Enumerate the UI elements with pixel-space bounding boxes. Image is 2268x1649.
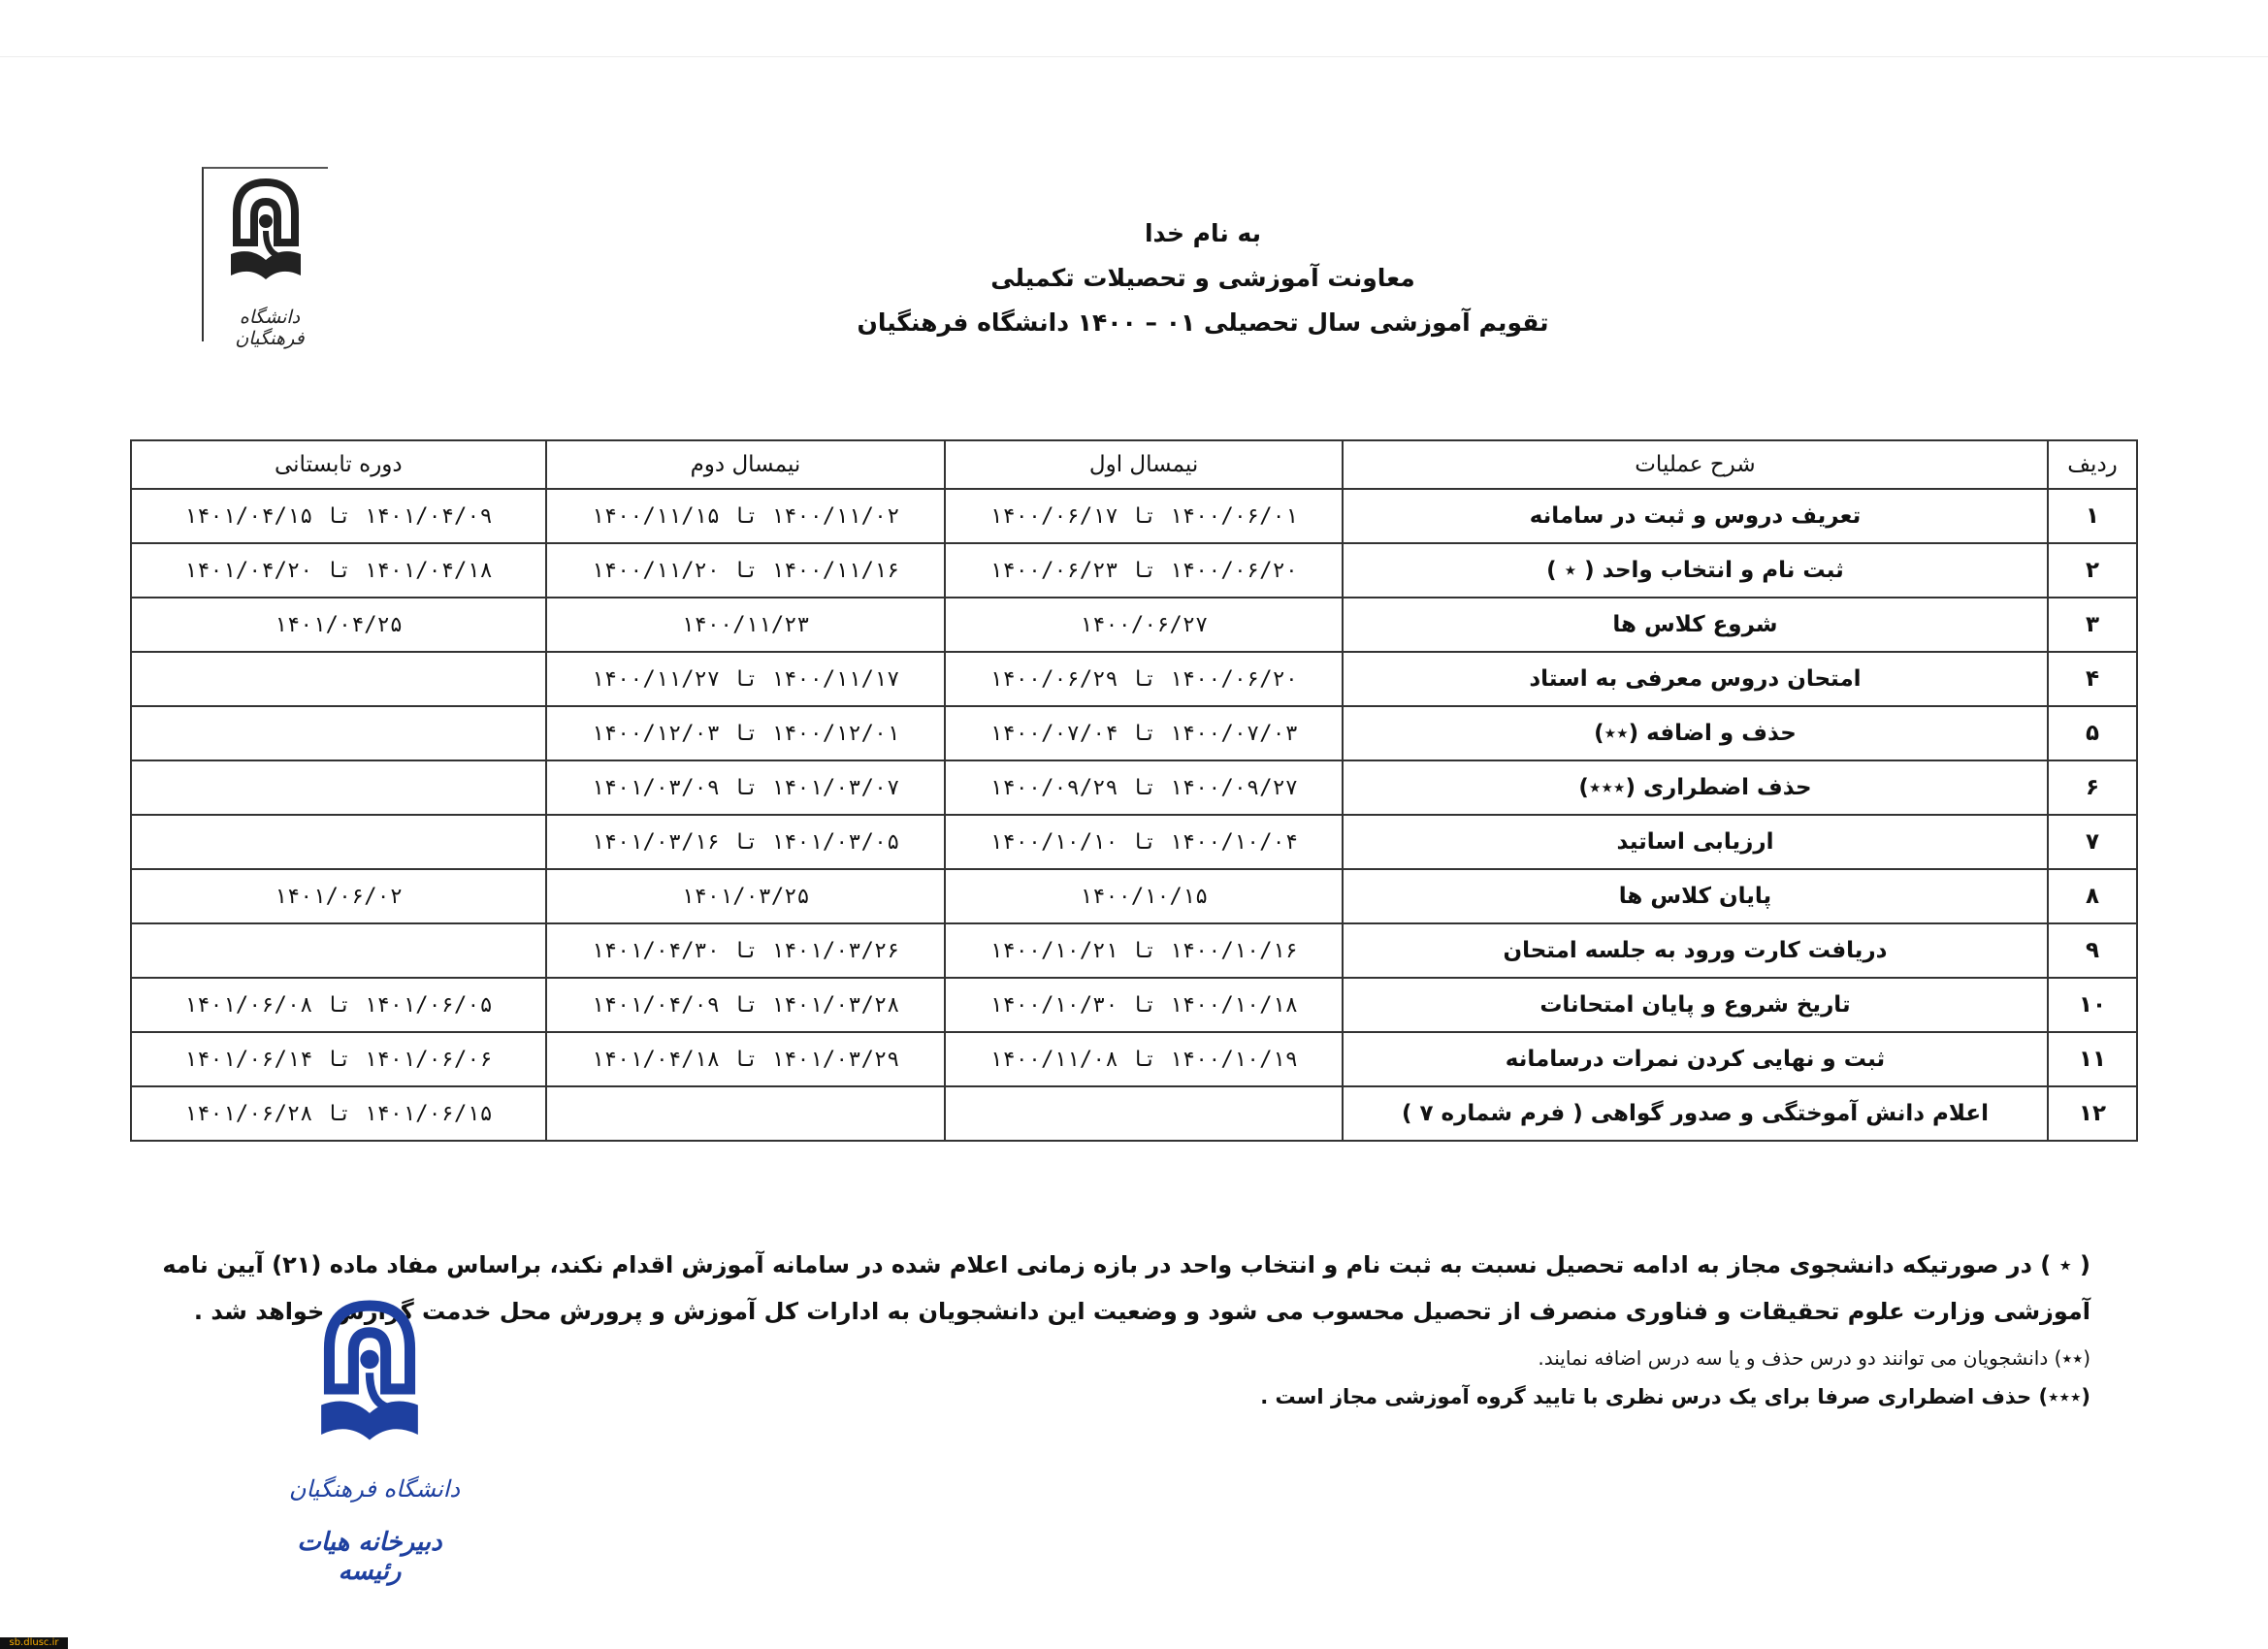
row-number: ۱۰ [2048, 978, 2137, 1032]
header-first-term: نیمسال اول [945, 440, 1343, 489]
summer-term-date: ۱۴۰۱/۰۶/۰۵ تا ۱۴۰۱/۰۶/۰۸ [131, 978, 546, 1032]
first-term-date: ۱۴۰۰/۰۶/۲۷ [945, 598, 1343, 652]
first-term-date: ۱۴۰۰/۰۶/۰۱ تا ۱۴۰۰/۰۶/۱۷ [945, 489, 1343, 543]
header-summer-term: دوره تابستانی [131, 440, 546, 489]
summer-term-date [131, 815, 546, 869]
row-description: شروع کلاس ها [1343, 598, 2048, 652]
first-term-date: ۱۴۰۰/۰۶/۲۰ تا ۱۴۰۰/۰۶/۲۹ [945, 652, 1343, 706]
first-term-date: ۱۴۰۰/۰۹/۲۷ تا ۱۴۰۰/۰۹/۲۹ [945, 760, 1343, 815]
table-header-row [131, 440, 2137, 489]
page-top-rule [0, 56, 2268, 57]
row-number: ۵ [2048, 706, 2137, 760]
table-row [131, 1086, 2137, 1141]
table-row [131, 760, 2137, 815]
first-term-date: ۱۴۰۰/۰۷/۰۳ تا ۱۴۰۰/۰۷/۰۴ [945, 706, 1343, 760]
row-description: ثبت نام و انتخاب واحد ( ٭ ) [1343, 543, 2048, 598]
footnote-add-drop: (٭٭) دانشجویان می توانند دو درس حذف و یا سه درس اضافه نمایند. [1538, 1346, 2090, 1370]
row-description: حذف و اضافه (٭٭) [1343, 706, 2048, 760]
row-description: تعریف دروس و ثبت در سامانه [1343, 489, 2048, 543]
second-term-date: ۱۴۰۰/۱۱/۱۷ تا ۱۴۰۰/۱۱/۲۷ [546, 652, 946, 706]
row-number: ۸ [2048, 869, 2137, 923]
header-description: شرح عملیات [1343, 440, 2048, 489]
summer-term-date: ۱۴۰۱/۰۴/۲۵ [131, 598, 546, 652]
stamp-university-name: دانشگاه فرهنگیان [288, 1475, 461, 1503]
table-row [131, 978, 2137, 1032]
second-term-date: ۱۴۰۱/۰۳/۰۷ تا ۱۴۰۱/۰۳/۰۹ [546, 760, 946, 815]
row-number: ۶ [2048, 760, 2137, 815]
table-row [131, 923, 2137, 978]
row-number: ۳ [2048, 598, 2137, 652]
second-term-date: ۱۴۰۱/۰۳/۲۹ تا ۱۴۰۱/۰۴/۱۸ [546, 1032, 946, 1086]
second-term-date: ۱۴۰۱/۰۳/۲۶ تا ۱۴۰۱/۰۴/۳۰ [546, 923, 946, 978]
first-term-date: ۱۴۰۰/۱۰/۱۹ تا ۱۴۰۰/۱۱/۰۸ [945, 1032, 1343, 1086]
second-term-date [546, 1086, 946, 1141]
summer-term-date: ۱۴۰۱/۰۴/۰۹ تا ۱۴۰۱/۰۴/۱۵ [131, 489, 546, 543]
stamp-emblem-icon [297, 1295, 442, 1470]
second-term-date: ۱۴۰۱/۰۳/۲۵ [546, 869, 946, 923]
summer-term-date [131, 652, 546, 706]
first-term-date [945, 1086, 1343, 1141]
row-description: ارزیابی اساتید [1343, 815, 2048, 869]
row-description: امتحان دروس معرفی به استاد [1343, 652, 2048, 706]
summer-term-date: ۱۴۰۱/۰۴/۱۸ تا ۱۴۰۱/۰۴/۲۰ [131, 543, 546, 598]
row-description: دریافت کارت ورود به جلسه امتحان [1343, 923, 2048, 978]
row-number: ۱ [2048, 489, 2137, 543]
site-watermark: sb.dlusc.ir [0, 1637, 68, 1649]
header-title: تقویم آموزشی سال تحصیلی ۰۱ – ۱۴۰۰ دانشگاه فرهنگیان [857, 308, 1549, 337]
row-description: اعلام دانش آموختگی و صدور گواهی ( فرم شماره ۷ ) [1343, 1086, 2048, 1141]
second-term-date: ۱۴۰۰/۱۱/۱۶ تا ۱۴۰۰/۱۱/۲۰ [546, 543, 946, 598]
header-bismillah: به نام خدا [1144, 219, 1262, 247]
summer-term-date: ۱۴۰۱/۰۶/۱۵ تا ۱۴۰۱/۰۶/۲۸ [131, 1086, 546, 1141]
table-row [131, 1032, 2137, 1086]
university-logo-text: دانشگاه فرهنگیان [235, 307, 305, 349]
row-number: ۹ [2048, 923, 2137, 978]
first-term-date: ۱۴۰۰/۱۰/۱۵ [945, 869, 1343, 923]
second-term-date: ۱۴۰۰/۱۱/۰۲ تا ۱۴۰۰/۱۱/۱۵ [546, 489, 946, 543]
document-header [679, 211, 1727, 345]
row-number: ۱۲ [2048, 1086, 2137, 1141]
second-term-date: ۱۴۰۱/۰۳/۰۵ تا ۱۴۰۱/۰۳/۱۶ [546, 815, 946, 869]
row-description: تاریخ شروع و پایان امتحانات [1343, 978, 2048, 1032]
summer-term-date: ۱۴۰۱/۰۶/۰۶ تا ۱۴۰۱/۰۶/۱۴ [131, 1032, 546, 1086]
row-description: ثبت و نهایی کردن نمرات درسامانه [1343, 1032, 2048, 1086]
first-term-date: ۱۴۰۰/۱۰/۱۶ تا ۱۴۰۰/۱۰/۲۱ [945, 923, 1343, 978]
first-term-date: ۱۴۰۰/۱۰/۱۸ تا ۱۴۰۰/۱۰/۳۰ [945, 978, 1343, 1032]
row-number: ۷ [2048, 815, 2137, 869]
university-logo [202, 167, 328, 349]
table-row [131, 706, 2137, 760]
summer-term-date [131, 923, 546, 978]
summer-term-date [131, 760, 546, 815]
first-term-date: ۱۴۰۰/۰۶/۲۰ تا ۱۴۰۰/۰۶/۲۳ [945, 543, 1343, 598]
footnote-registration: ( ٭ ) در صورتیکه دانشجوی مجاز به ادامه تحصیل نسبت به ثبت نام و انتخاب واحد در بازه زمانی اعلام شده در سامانه آموزش اقدام نکند، براساس مفاد ماده (۲۱) آیین نامه آموزشی وزارت علوم تحقیقات و فناوری منصرف از تحصیل محسوب می شود و وضعیت این دانشجویان به ادارات کل آموزش و پرورش محل خدمت گزارش خواهد شد . [162, 1251, 2090, 1325]
second-term-date: ۱۴۰۰/۱۱/۲۳ [546, 598, 946, 652]
row-number: ۱۱ [2048, 1032, 2137, 1086]
stamp-secretariat: دبیرخانه هیات رئیسه [297, 1528, 442, 1586]
official-stamp [268, 1295, 481, 1586]
footnote-emergency-drop: (٭٭٭) حذف اضطراری صرفا برای یک درس نظری با تایید گروه آموزشی مجاز است . [1260, 1385, 2090, 1408]
table-row [131, 489, 2137, 543]
second-term-date: ۱۴۰۱/۰۳/۲۸ تا ۱۴۰۱/۰۴/۰۹ [546, 978, 946, 1032]
header-department: معاونت آموزشی و تحصیلات تکمیلی [990, 264, 1415, 292]
summer-term-date [131, 706, 546, 760]
table-row [131, 543, 2137, 598]
book-emblem-icon [217, 175, 314, 301]
header-row-number: ردیف [2048, 440, 2137, 489]
header-second-term: نیمسال دوم [546, 440, 946, 489]
table-row [131, 869, 2137, 923]
row-number: ۴ [2048, 652, 2137, 706]
row-description: حذف اضطراری (٭٭٭) [1343, 760, 2048, 815]
table-row [131, 652, 2137, 706]
second-term-date: ۱۴۰۰/۱۲/۰۱ تا ۱۴۰۰/۱۲/۰۳ [546, 706, 946, 760]
row-description: پایان کلاس ها [1343, 869, 2048, 923]
table-row [131, 598, 2137, 652]
academic-calendar-table [130, 439, 2138, 1142]
first-term-date: ۱۴۰۰/۱۰/۰۴ تا ۱۴۰۰/۱۰/۱۰ [945, 815, 1343, 869]
summer-term-date: ۱۴۰۱/۰۶/۰۲ [131, 869, 546, 923]
row-number: ۲ [2048, 543, 2137, 598]
table-row [131, 815, 2137, 869]
